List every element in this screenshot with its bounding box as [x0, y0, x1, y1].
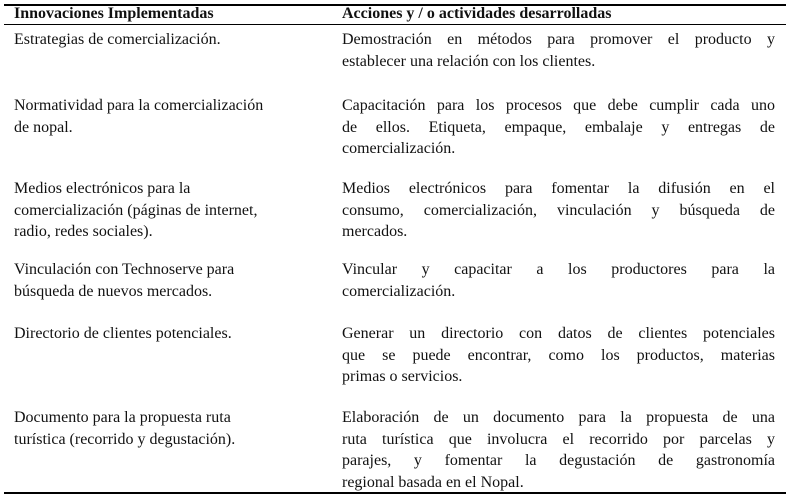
cell-line: búsqueda de nuevos mercados. [14, 282, 213, 300]
cell-line: que se puede encontrar, como los productos, materias [342, 346, 775, 364]
actions-cell [342, 407, 775, 493]
innovation-cell [14, 323, 334, 345]
cell-line: Capacitación para los procesos que debe cumplir cada uno [342, 97, 775, 114]
cell-line: parajes, y fomentar la degustación de gastronomía [342, 452, 775, 469]
header-innovations: Innovaciones Implementadas [14, 5, 214, 22]
innovation-cell [14, 259, 334, 302]
cell-line: Directorio de clientes potenciales. [14, 325, 232, 342]
cell-line: Documento para la propuesta ruta [14, 409, 231, 426]
cell-line: establecer una relación con los clientes. [342, 52, 596, 70]
cell-line: comercialización (páginas de internet, [14, 201, 258, 219]
cell-line: Normatividad para la comercialización [14, 97, 264, 114]
actions-cell [342, 323, 775, 388]
cell-line: Medios electrónicos para la [14, 180, 191, 197]
cell-line: comercialización. [342, 140, 456, 157]
cell-line: regional basada en el Nopal. [342, 473, 524, 491]
cell-line: mercados. [342, 223, 408, 240]
cell-line: de ellos. Etiqueta, empaque, embalaje y entregas de [342, 118, 775, 136]
innovation-cell [14, 178, 334, 243]
innovation-cell [14, 407, 334, 450]
cell-line: Demostración en métodos para promover el producto y [342, 31, 775, 48]
innovation-cell [14, 29, 334, 51]
header-rule [4, 24, 786, 25]
cell-line: ruta turística que involucra el recorrido por parcelas y [342, 430, 775, 448]
cell-line: radio, redes sociales). [14, 223, 153, 240]
cell-line: primas o servicios. [342, 368, 463, 385]
cell-line: consumo, comercialización, vinculación y búsqueda de [342, 201, 775, 219]
innovation-cell [14, 95, 334, 138]
cell-line: Vincular y capacitar a los productores para la [342, 261, 775, 278]
cell-line: turística (recorrido y degustación). [14, 430, 236, 448]
cell-line: Estrategias de comercialización. [14, 31, 221, 48]
cell-line: Generar un directorio con datos de clientes potenciales [342, 325, 775, 342]
actions-cell [342, 178, 775, 243]
cell-line: comercialización. [342, 282, 456, 300]
bottom-rule [4, 492, 786, 494]
actions-cell [342, 95, 775, 160]
cell-line: Elaboración de un documento para la propuesta de una [342, 409, 775, 426]
cell-line: Medios electrónicos para fomentar la difusión en el [342, 180, 775, 197]
header-actions: Acciones y / o actividades desarrolladas [342, 5, 612, 22]
cell-line: Vinculación con Technoserve para [14, 261, 235, 278]
actions-cell [342, 29, 775, 72]
actions-cell [342, 259, 775, 302]
cell-line: de nopal. [14, 118, 73, 136]
